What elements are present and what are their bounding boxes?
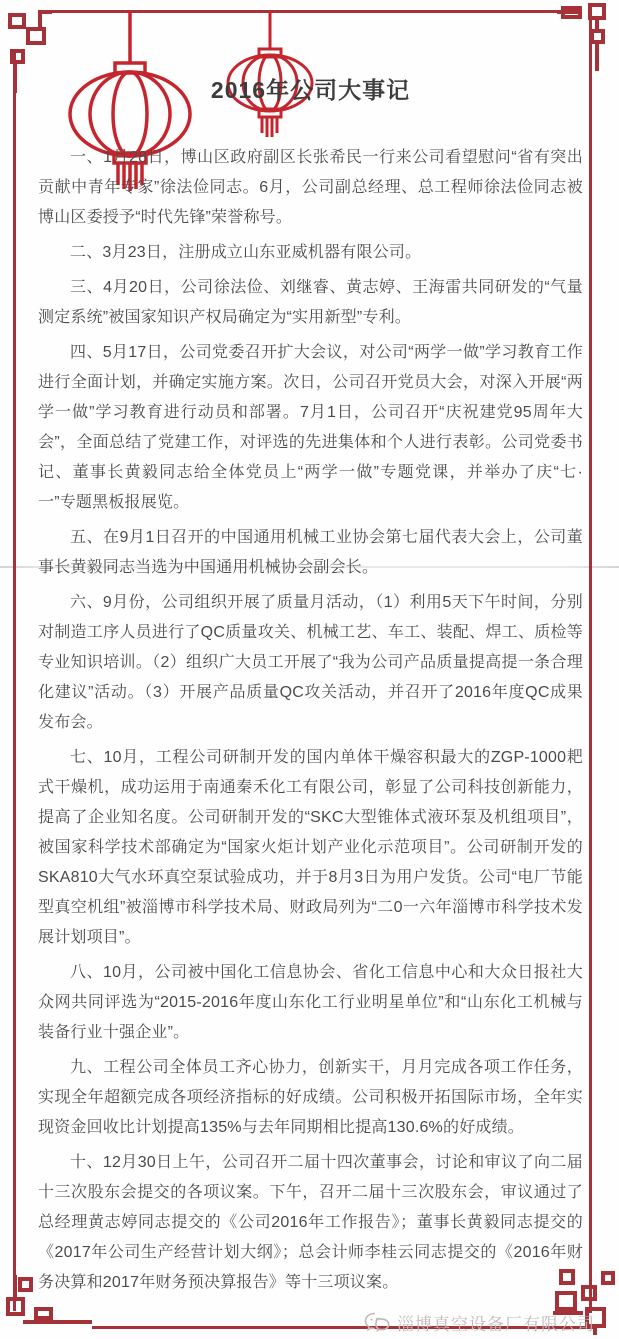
corner-ornament-top-right-icon bbox=[557, 3, 615, 73]
frame-right-border bbox=[589, 16, 592, 1313]
wechat-icon bbox=[364, 1312, 390, 1334]
paragraph: 七、10月，工程公司研制开发的国内单体干燥容积最大的ZGP-1000耙式干燥机，成功运用于南通秦禾化工有限公司，彰显了公司科技创新能力，提高了企业知名度。公司研制开发的“SKC大型锥体式液环泵及机组项目”，被国家科学技术部确定为“国家火炬计划产业化示范项目”。公司研制开发的SKA810大气水环真空泵试验成功，并于8月3日为用户发货。公司“电厂节能型真空机组”被淄博市科学技术局、财政局列为“二0一六年淄博市科学技术发展计划项目”。 bbox=[38, 749, 583, 946]
company-name: 淄博真空设备厂有限公司 bbox=[397, 1315, 595, 1334]
frame-left-border bbox=[13, 52, 16, 1311]
footer-watermark bbox=[364, 1310, 595, 1335]
article-content bbox=[38, 72, 583, 1303]
page-title: 2016年公司大事记 bbox=[210, 77, 411, 103]
paragraph: 六、9月份，公司组织开展了质量月活动，（1）利用5天下午时间，分别对制造工序人员进行了QC质量攻关、机械工艺、车工、装配、焊工、质检等专业知识培训。（2）组织广大员工开展了“我为公司产品质量提高提一条合理化建议”活动。（3）开展产品质量QC攻关活动，并召开了2016年度QC成果发布会。 bbox=[38, 594, 583, 731]
paragraph: 一、1月28日，博山区政府副区长张希民一行来公司看望慰问“省有突出贡献中青年专家”徐法俭同志。6月，公司副总经理、总工程师徐法俭同志被博山区委授予“时代先锋”荣誉称号。 bbox=[38, 149, 583, 226]
paragraph: 三、4月20日，公司徐法俭、刘继睿、黄志婷、王海雷共同研发的“气量测定系统”被国家知识产权局确定为“实用新型”专利。 bbox=[38, 279, 583, 326]
paragraph: 二、3月23日，注册成立山东亚威机器有限公司。 bbox=[70, 244, 422, 261]
paragraph: 四、5月17日，公司党委召开扩大会议，对公司“两学一做”学习教育工作进行全面计划，并确定实施方案。次日，公司召开党员大会，对深入开展“两学一做”学习教育进行动员和部署。7月1日，公司召开“庆祝建党95周年大会”，全面总结了党建工作，对评选的先进集体和个人进行表彰。公司党委书记、董事长黄毅同志给全体党员上“两学一做”专题党课，并举办了庆“七·一”专题黑板报展览。 bbox=[38, 344, 583, 511]
paragraph: 九、工程公司全体员工齐心协力，创新实干，月月完成各项工作任务，实现全年超额完成各项经济指标的好成绩。公司积极开拓国际市场，全年实现资金回收比计划提高135%与去年同期相比提高130.6%的好成绩。 bbox=[38, 1059, 583, 1136]
paragraph: 十、12月30日上午，公司召开二届十四次董事会，讨论和审议了向二届十三次股东会提交的各项议案。下午，召开二届十三次股东会，审议通过了总经理黄志婷同志提交的《公司2016年工作报告》；董事长黄毅同志提交的《2017年公司生产经营计划大纲》；总会计师李桂云同志提交的《2016年财务决算和2017年财务预决算报告》等十三项议案。 bbox=[38, 1154, 583, 1291]
paragraph: 八、10月，公司被中国化工信息协会、省化工信息中心和大众日报社大众网共同评选为“2015-2016年度山东化工行业明星单位”和“山东化工机械与装备行业十强企业”。 bbox=[38, 964, 583, 1041]
article-body bbox=[38, 143, 583, 1298]
paragraph: 五、在9月1日召开的中国通用机械工业协会第七届代表大会上，公司董事长黄毅同志当选为中国通用机械协会副会长。 bbox=[38, 529, 583, 576]
